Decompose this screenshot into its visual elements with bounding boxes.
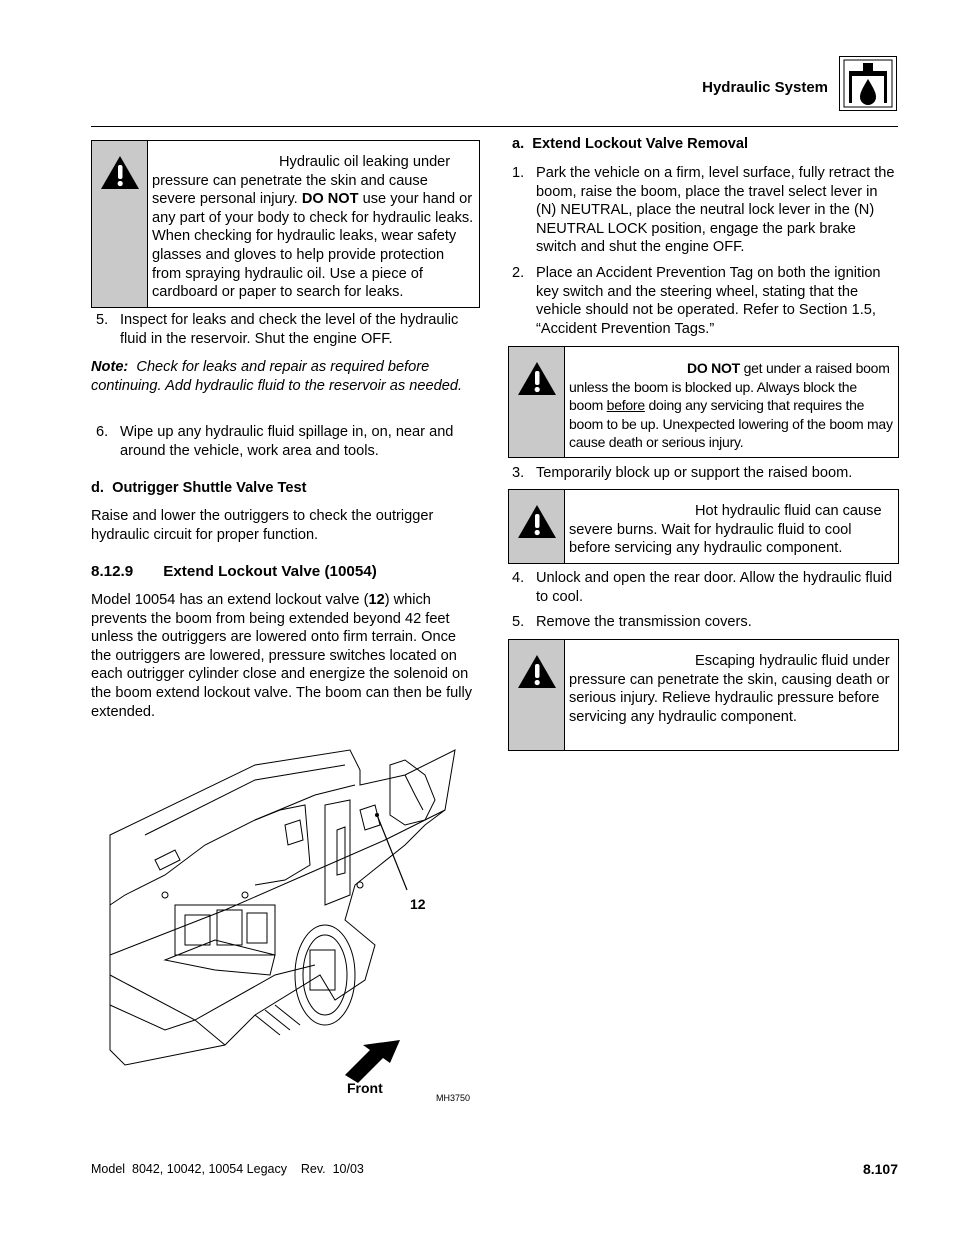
list-item (512, 569, 897, 606)
figure-extend-lockout-valve (105, 745, 485, 1105)
step-number: 5. (96, 312, 109, 328)
warning-exclamation-icon (517, 654, 557, 690)
subsection-title: Extend Lockout Valve Removal (532, 136, 749, 152)
warning-text (148, 141, 479, 307)
do-not-emphasis: DO NOT (687, 360, 740, 376)
page-number: 8.107 (862, 1161, 898, 1177)
note (91, 358, 476, 395)
subsection-label: a. (512, 136, 525, 152)
step-number: 3. (512, 465, 525, 481)
subsection-heading-a (512, 135, 748, 154)
note-label: Note: (91, 359, 129, 375)
paragraph: Raise and lower the outriggers to check the outrigger hydraulic circuit for proper function. (91, 508, 434, 543)
step-text: Temporarily block up or support the raised boom. (536, 465, 853, 481)
list-item (96, 311, 481, 348)
paragraph-text: ) which prevents the boom from being extended beyond 42 feet unless the outriggers are lowered onto firm terrain. Once the outriggers are lowered, pressure switches located on each outrigger cylinder close and energize the solenoid on the boom extend lockout valve. The boom can then be fully extended. (91, 592, 473, 720)
step-number: 1. (512, 165, 525, 181)
step-number: 6. (96, 424, 109, 440)
machine-line-drawing (105, 745, 485, 1105)
warning-box-oil-leak (91, 140, 480, 308)
warning-lead-text: Hydraulic oil leaking under pressure can penetrate the skin and cause severe personal injury. (152, 154, 451, 208)
warning-rest-text: use your hand or any part of your body to check for hydraulic leaks. When checking for hydraulic leaks, wear safety glasses and gloves to help provide protection from spraying hydraulic oil. Use a piece of cardboard or paper to search for leaks. (152, 191, 474, 301)
warning-body: Hot hydraulic fluid can cause severe burns. Wait for hydraulic fluid to cool before servicing any hydraulic component. (569, 503, 882, 557)
warning-panel (92, 141, 148, 307)
underlined-word: before (606, 397, 645, 414)
paragraph (91, 591, 480, 721)
figure-callout: 12 (410, 896, 426, 912)
front-label: Front (347, 1080, 383, 1096)
subsection-label: d. (91, 480, 104, 496)
list-item (512, 613, 897, 632)
warning-text-part: get under a raised boom unless the boom is blocked up. Always block the boom (569, 360, 890, 414)
warning-body: Escaping hydraulic fluid under pressure can penetrate the skin, causing death or serious injury. Relieve hydraulic pressure before servicing any hydraulic component. (569, 653, 890, 725)
step-text: Remove the transmission covers. (536, 614, 752, 630)
warning-exclamation-icon (517, 361, 557, 397)
warning-text (565, 347, 898, 457)
warning-panel (509, 490, 565, 563)
warning-panel (509, 640, 565, 750)
subsection-title: Outrigger Shuttle Valve Test (112, 480, 307, 496)
warning-text (565, 640, 898, 750)
figure-id: MH3750 (436, 1093, 471, 1103)
step-number: 2. (512, 265, 525, 281)
step-text: Inspect for leaks and check the level of the hydraulic fluid in the reservoir. Shut the engine OFF. (120, 312, 459, 347)
header-rule (91, 126, 898, 127)
list-item (512, 464, 897, 483)
warning-panel (509, 347, 565, 457)
callout-ref: 12 (368, 592, 385, 608)
step-text: Park the vehicle on a firm, level surface, fully retract the boom, raise the boom, place the travel select lever in (N) NEUTRAL, place the neutral lock lever in the (N) NEUTRAL LOCK position, engage the park brake switch and shut the engine OFF. (536, 165, 895, 256)
warning-text-part: doing any servicing that requires the boom to be up. Unexpected lowering of the boom may cause death or serious injury. (569, 397, 893, 451)
warning-exclamation-icon (517, 504, 557, 540)
warning-box-raised-boom (508, 346, 899, 458)
footer-model-line: Model 8042, 10042, 10054 Legacy Rev. 10/03 (91, 1162, 364, 1176)
list-item (512, 164, 897, 257)
warning-box-escaping-fluid (508, 639, 899, 751)
step-number: 5. (512, 614, 525, 630)
section-title: Hydraulic System (702, 79, 828, 96)
step-text: Place an Accident Prevention Tag on both the ignition key switch and the steering wheel, stating that the vehicle should not be operated. Refer to Section 1.5, “Accident Prevention Tags.” (536, 265, 881, 337)
list-item (96, 423, 481, 460)
section-number: 8.12.9 (91, 563, 134, 580)
hydraulic-system-icon (839, 56, 897, 111)
step-text: Unlock and open the rear door. Allow the hydraulic fluid to cool. (536, 570, 893, 605)
warning-text (565, 490, 898, 563)
section-title-text: Extend Lockout Valve (10054) (163, 563, 377, 580)
warning-box-hot-fluid (508, 489, 899, 564)
section-heading (91, 563, 377, 582)
list-item (512, 264, 897, 338)
note-text: Check for leaks and repair as required before continuing. Add hydraulic fluid to the reservoir as needed. (91, 359, 463, 394)
step-text: Wipe up any hydraulic fluid spillage in, on, near and around the vehicle, work area and tools. (120, 424, 454, 459)
subsection-heading-d (91, 479, 306, 498)
step-number: 4. (512, 570, 525, 586)
paragraph-text: Model 10054 has an extend lockout valve ( (91, 592, 369, 608)
do-not-emphasis: DO NOT (301, 191, 359, 208)
warning-exclamation-icon (100, 155, 140, 191)
